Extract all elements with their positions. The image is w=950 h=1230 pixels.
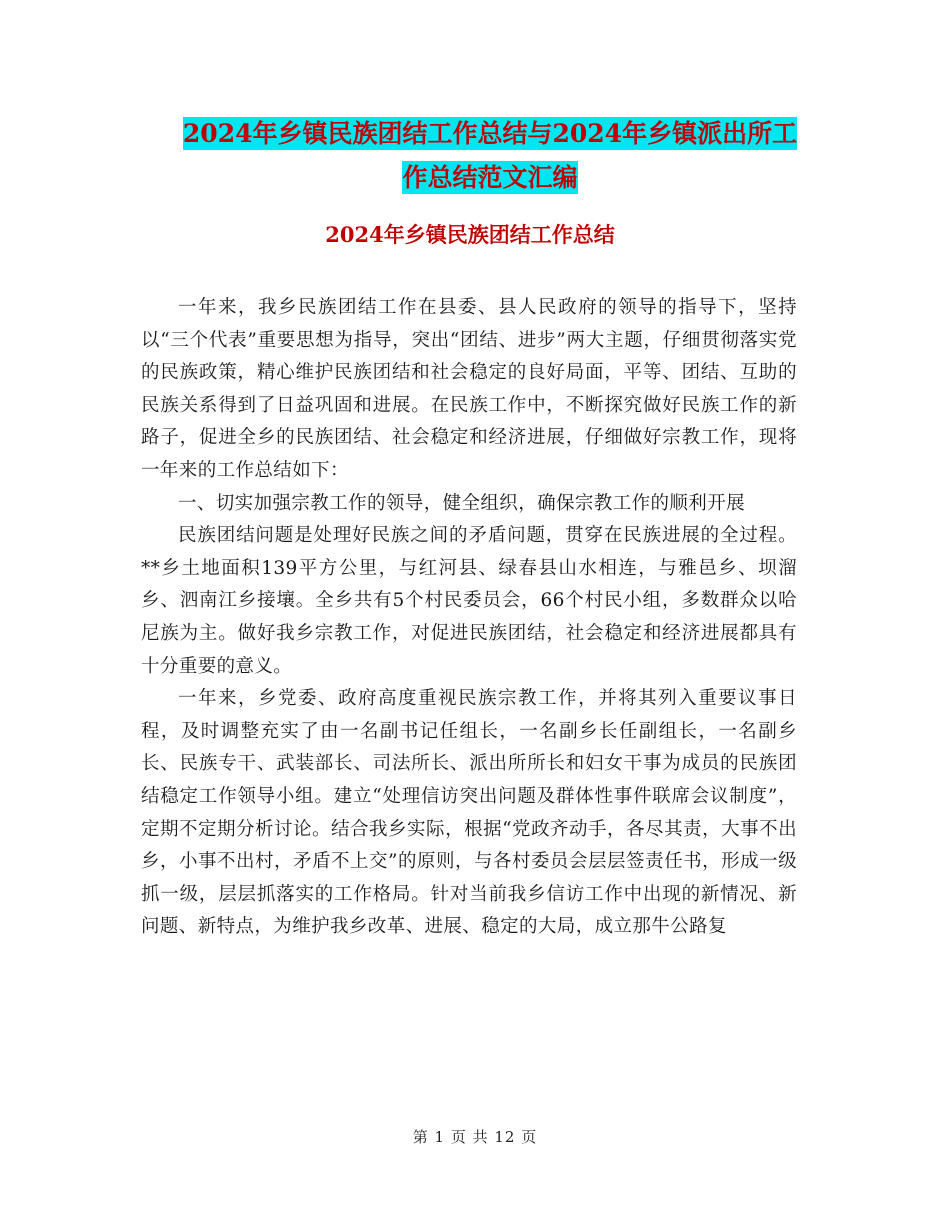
paragraph-background: 民族团结问题是处理好民族之间的矛盾问题，贯穿在民族进展的全过程。**乡土地面积139平方公里，与红河县、绿春县山水相连，与雅邑乡、坝溜乡、泗南江乡接壤。全乡共有5个村民委员会，66个村民小组，多数群众以哈尼族为主。做好我乡宗教工作，对促进民族团结，社会稳定和经济进展都具有十分重要的意义。: [141, 525, 797, 677]
paragraph-heading-one: 一、切实加强宗教工作的领导，健全组织，确保宗教工作的顺利开展: [178, 492, 746, 514]
paragraph-intro: 一年来，我乡民族团结工作在县委、县人民政府的领导的指导下，坚持以“三个代表”重要思想为指导，突出“团结、进步”两大主题，仔细贯彻落实党的民族政策，精心维护民族团结和社会稳定的良好局面，平等、团结、互助的民族关系得到了日益巩固和进展。在民族工作中，不断探究做好民族工作的新路子，促进全乡的民族团结、社会稳定和经济进展，仔细做好宗教工作，现将一年来的工作总结如下：: [141, 297, 797, 481]
document-title-line-1: 2024年乡镇民族团结工作总结与2024年乡镇派出所工: [182, 119, 798, 148]
document-title: [140, 112, 840, 200]
document-title-line-2: 作总结范文汇编: [402, 163, 578, 192]
paragraph-work: 一年来，乡党委、政府高度重视民族宗教工作，并将其列入重要议事日程，及时调整充实了由一名副书记任组长，一名副乡长任副组长，一名副乡长、民族专干、武装部长、司法所长、派出所所长和妇女干事为成员的民族团结稳定工作领导小组。建立“处理信访突出问题及群体性事件联席会议制度”，定期不定期分析讨论。结合我乡实际，根据“党政齐动手，各尽其责，大事不出乡，小事不出村，矛盾不上交”的原则，与各村委员会层层签责任书，形成一级抓一级，层层抓落实的工作格局。针对当前我乡信访工作中出现的新情况、新问题、新特点，为维护我乡改革、进展、稳定的大局，成立那牛公路复: [141, 688, 797, 938]
page-footer: 第 1 页 共 12 页: [412, 1128, 538, 1146]
section-title: 2024年乡镇民族团结工作总结: [325, 222, 615, 247]
document-body: [141, 292, 797, 944]
